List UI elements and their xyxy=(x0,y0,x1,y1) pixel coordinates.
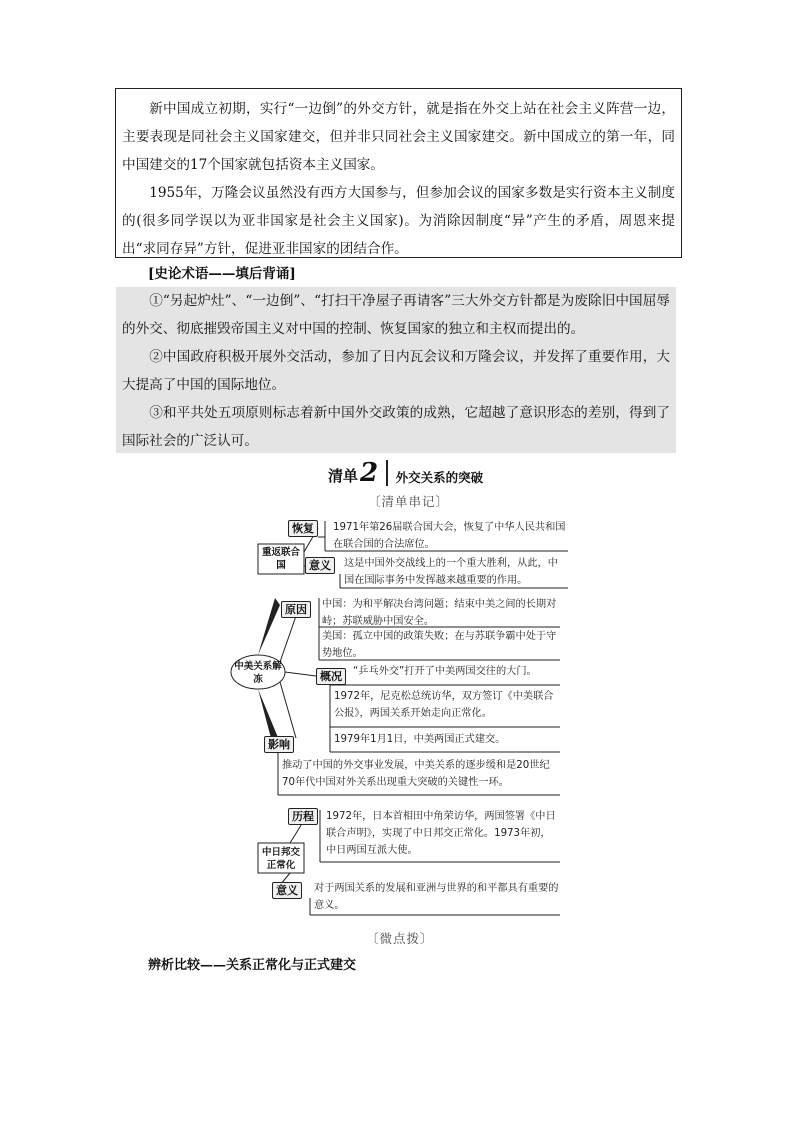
term-item: ①“另起炉灶”、“一边倒”、“打扫干净屋子再请客”三大外交方针都是为废除旧中国屈辱的外交、彻底摧毁帝国主义对中国的控制、恢复国家的独立和主权而提出的。 xyxy=(122,293,670,337)
connector-wedge xyxy=(258,598,280,655)
note-significance: 这是中国外交战线上的一个重大胜利，从此，中国在国际事务中发挥越来越重要的作用。 xyxy=(344,558,558,586)
section-word: 清单 xyxy=(328,467,359,485)
points-label: 〔微点拨〕 xyxy=(366,931,434,946)
tag-restore: 恢复 xyxy=(288,520,318,537)
paragraph: 新中国成立初期，实行“一边倒”的外交方针，就是指在外交上站在社会主义阵营一边，主要表现是同社会主义国家建交，但并非只同社会主义国家建交。新中国成立的第一年，同中国建交的17个国家就包括资本主义国家。 xyxy=(122,101,675,173)
node-sino-japan: 中日邦交正常化 xyxy=(261,847,300,871)
section-number: 2 xyxy=(360,458,379,488)
node-sino-us-thaw: 中美关系解冻 xyxy=(234,661,282,685)
tag-overview: 概况 xyxy=(316,668,346,685)
note-process: 1972年，日本首相田中角荣访华，两国签署《中日联合声明》，实现了中日邦交正常化。1973年初，中日两国互派大使。 xyxy=(326,811,556,856)
note-pingpong: “乒乓外交”打开了中美两国交往的大门。 xyxy=(353,666,537,677)
section-topic: 外交关系的突破 xyxy=(395,470,484,485)
node-un-return: 重返联合国 xyxy=(261,547,300,571)
paragraph: 1955年，万隆会议虽然没有西方大国参与，但参加会议的国家多数是实行资本主义制度的(很多同学误以为亚非国家是社会主义国家)。为消除因制度“异”产生的矛盾，周恩来提出“求同存异”方针，促进亚非国家的团结合作。 xyxy=(122,185,675,257)
term-item: ③和平共处五项原则标志着新中国外交政策的成熟，它超越了意识形态的差别，得到了国际社会的广泛认可。 xyxy=(122,405,670,449)
section-subheading: [史论术语——填后背诵] xyxy=(148,266,296,282)
note-establish-ties: 1979年1月1日，中美两国正式建交。 xyxy=(334,734,506,745)
note-restore: 1971年第26届联合国大会，恢复了中华人民共和国在联合国的合法席位。 xyxy=(333,522,566,550)
term-item: ②中国政府积极开展外交活动，参加了日内瓦会议和万隆会议，并发挥了重要作用，大大提高了中国的国际地位。 xyxy=(122,349,670,393)
note-significance-jp: 对于两国关系的发展和亚洲与世界的和平都具有重要的意义。 xyxy=(314,883,559,911)
note-cause-china: 中国：为和平解决台湾问题；结束中美之间的长期对峙；苏联威胁中国安全。 xyxy=(322,599,557,627)
note-impact: 推动了中国的外交事业发展，中美关系的逐步缓和是20世纪70年代中国对外关系出现重大突破的关键性一环。 xyxy=(282,760,550,788)
connector-wedge xyxy=(258,689,279,742)
note-nixon-visit: 1972年，尼克松总统访华，双方签订《中美联合公报》，两国关系开始走向正常化。 xyxy=(334,691,554,719)
notes-label: 〔清单串记〕 xyxy=(368,494,450,509)
tag-process: 历程 xyxy=(288,808,318,825)
comparison-heading: 辨析比较——关系正常化与正式建交 xyxy=(148,958,357,973)
tag-impact: 影响 xyxy=(264,736,294,753)
tag-cause: 原因 xyxy=(281,601,311,618)
tag-significance-jp: 意义 xyxy=(272,882,302,899)
tag-significance: 意义 xyxy=(305,557,335,574)
note-cause-us: 美国：孤立中国的政策失败；在与苏联争霸中处于守势地位。 xyxy=(322,631,557,659)
